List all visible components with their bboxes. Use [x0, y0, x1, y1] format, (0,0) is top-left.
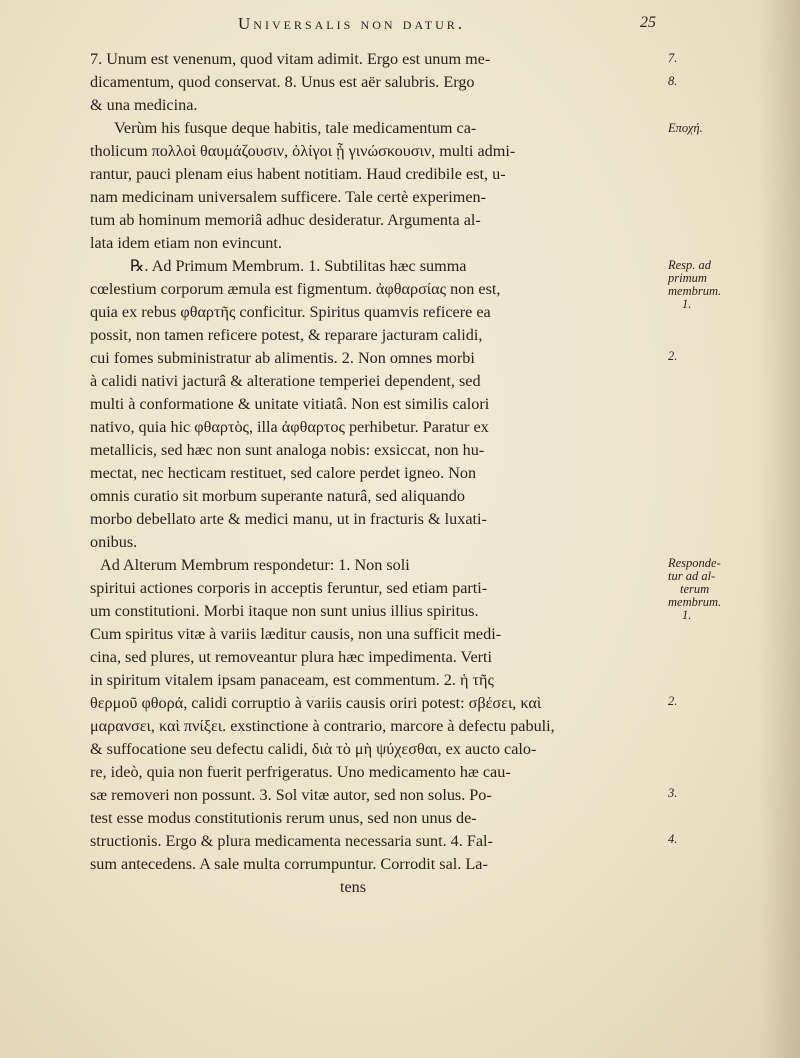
text-line: onibus. — [90, 533, 138, 551]
margin-note — [668, 75, 677, 88]
text-line: cina, sed plures, ut removeantur plura hæc impedimenta. Verti — [90, 648, 493, 666]
text-line: μαρανσει, καὶ πνίξει. exstinctione à contrario, marcore à defectu pabuli, — [90, 717, 555, 735]
gutter-shadow — [758, 0, 800, 1058]
text-line: in spiritum vitalem ipsam panaceam, est commentum. 2. ἡ τῆς — [90, 671, 494, 689]
text-line: omnis curatio sit morbum superante naturâ, sed aliquando — [90, 487, 465, 505]
text-line: Verùm his fusque deque habitis, tale medicamentum ca- — [114, 119, 477, 137]
text-line: sæ removeri non possunt. 3. Sol vitæ autor, sed non solus. Po- — [90, 786, 492, 804]
margin-note-line: membrum. — [668, 595, 722, 609]
margin-note-line: terum — [680, 582, 710, 596]
text-line: multi à conformatione & unitate vitiatâ. Non est similis calori — [90, 395, 490, 413]
text-line: cœlestium corporum æmula est figmentum. ἀφθαρσίας non est, — [90, 280, 501, 298]
margin-note-line: 4. — [668, 832, 678, 846]
text-line: rantur, pauci plenam eius habent notitiam. Haud credibile est, u- — [90, 165, 506, 183]
margin-note-line: 7. — [668, 51, 678, 65]
margin-note-line: 1. — [682, 608, 692, 622]
text-line: & una medicina. — [90, 96, 198, 114]
page-number: 25 — [640, 14, 656, 31]
margin-note-line: 2. — [668, 694, 678, 708]
text-line: Cum spiritus vitæ à variis læditur causis, non una sufficit medi- — [90, 625, 502, 643]
margin-note — [668, 833, 677, 846]
margin-note — [668, 350, 677, 363]
margin-note — [668, 695, 677, 708]
margin-note — [668, 52, 677, 65]
text-line: test esse modus constitutionis rerum unus, sed non unus de- — [90, 809, 477, 827]
text-line: quia ex rebus φθαρτῆς conficitur. Spiritus quamvis reficere ea — [90, 303, 491, 321]
text-line: θερμοῦ φθορά, calidi corruptio à variis causis oriri potest: σβέσει, καὶ — [90, 694, 542, 712]
text-line: structionis. Ergo & plura medicamenta necessaria sunt. 4. Fal- — [90, 832, 493, 850]
text-line: tens — [340, 878, 367, 896]
margin-note — [668, 122, 703, 135]
running-title: Universalis non datur. — [238, 14, 466, 33]
text-line: mectat, nec hecticam restituet, sed calore perdet igneo. Non — [90, 464, 477, 482]
margin-note — [668, 259, 721, 311]
margin-note-line: Resp. ad — [668, 258, 712, 272]
running-head — [0, 10, 800, 36]
margin-note — [668, 787, 677, 800]
margin-note-line: 3. — [668, 786, 678, 800]
text-line: nam medicinam universalem sufficere. Tale certè experimen- — [90, 188, 487, 206]
text-line: cui fomes subministratur ab alimentis. 2. Non omnes morbi — [90, 349, 475, 367]
text-line: metallicis, sed hæc non sunt analoga nobis: exsiccat, non hu- — [90, 441, 485, 459]
margin-note-line: membrum. — [668, 284, 722, 298]
text-line: dicamentum, quod conservat. 8. Unus est aër salubris. Ergo — [90, 73, 475, 91]
text-line: morbo debellato arte & medici manu, ut in fracturis & luxati- — [90, 510, 487, 528]
text-line: um constitutioni. Morbi itaque non sunt unius illius spiritus. — [90, 602, 479, 620]
margin-note — [668, 557, 721, 622]
text-line: tholicum πολλοὶ θαυμάζουσιν, ὀλίγοι ᾗ γινώσκουσιν, multi admi- — [90, 142, 516, 160]
margin-note-line: 1. — [682, 297, 692, 311]
text-line: 7. Unum est venenum, quod vitam adimit. Ergo est unum me- — [90, 50, 491, 68]
text-line: & suffocatione seu defectu calidi, διὰ τὸ μὴ ψύχεσθαι, ex aucto calo- — [90, 740, 537, 758]
margin-note-line: Responde- — [668, 556, 721, 570]
text-line: tum ab hominum memoriâ adhuc desideratur. Argumenta al- — [90, 211, 481, 229]
text-line: ℞. Ad Primum Membrum. 1. Subtilitas hæc summa — [130, 257, 467, 275]
margin-note-line: 8. — [668, 74, 678, 88]
text-line: re, ideò, quia non fuerit perfrigeratus. Uno medicamento hæ cau- — [90, 763, 511, 781]
margin-note-line: tur ad al- — [668, 569, 716, 583]
text-line: spiritui actiones corporis in acceptis feruntur, sed etiam parti- — [90, 579, 488, 597]
body-text — [90, 48, 650, 899]
text-line: lata idem etiam non evincunt. — [90, 234, 282, 252]
margin-note-line: primum — [668, 271, 707, 285]
margin-note-line: 2. — [668, 349, 678, 363]
margin-note-line: Εποχή. — [668, 121, 703, 135]
text-line: à calidi nativi jacturâ & alteratione temperiei dependent, sed — [90, 372, 481, 390]
text-line: possit, non tamen reficere potest, & reparare jacturam calidi, — [90, 326, 483, 344]
text-line: nativo, quia hic φθαρτὸς, illa ἀφθαρτος perhibetur. Paratur ex — [90, 418, 489, 436]
text-line: sum antecedens. A sale multa corrumpuntur. Corrodit sal. La- — [90, 855, 488, 873]
text-line: Ad Alterum Membrum respondetur: 1. Non soli — [100, 556, 410, 574]
